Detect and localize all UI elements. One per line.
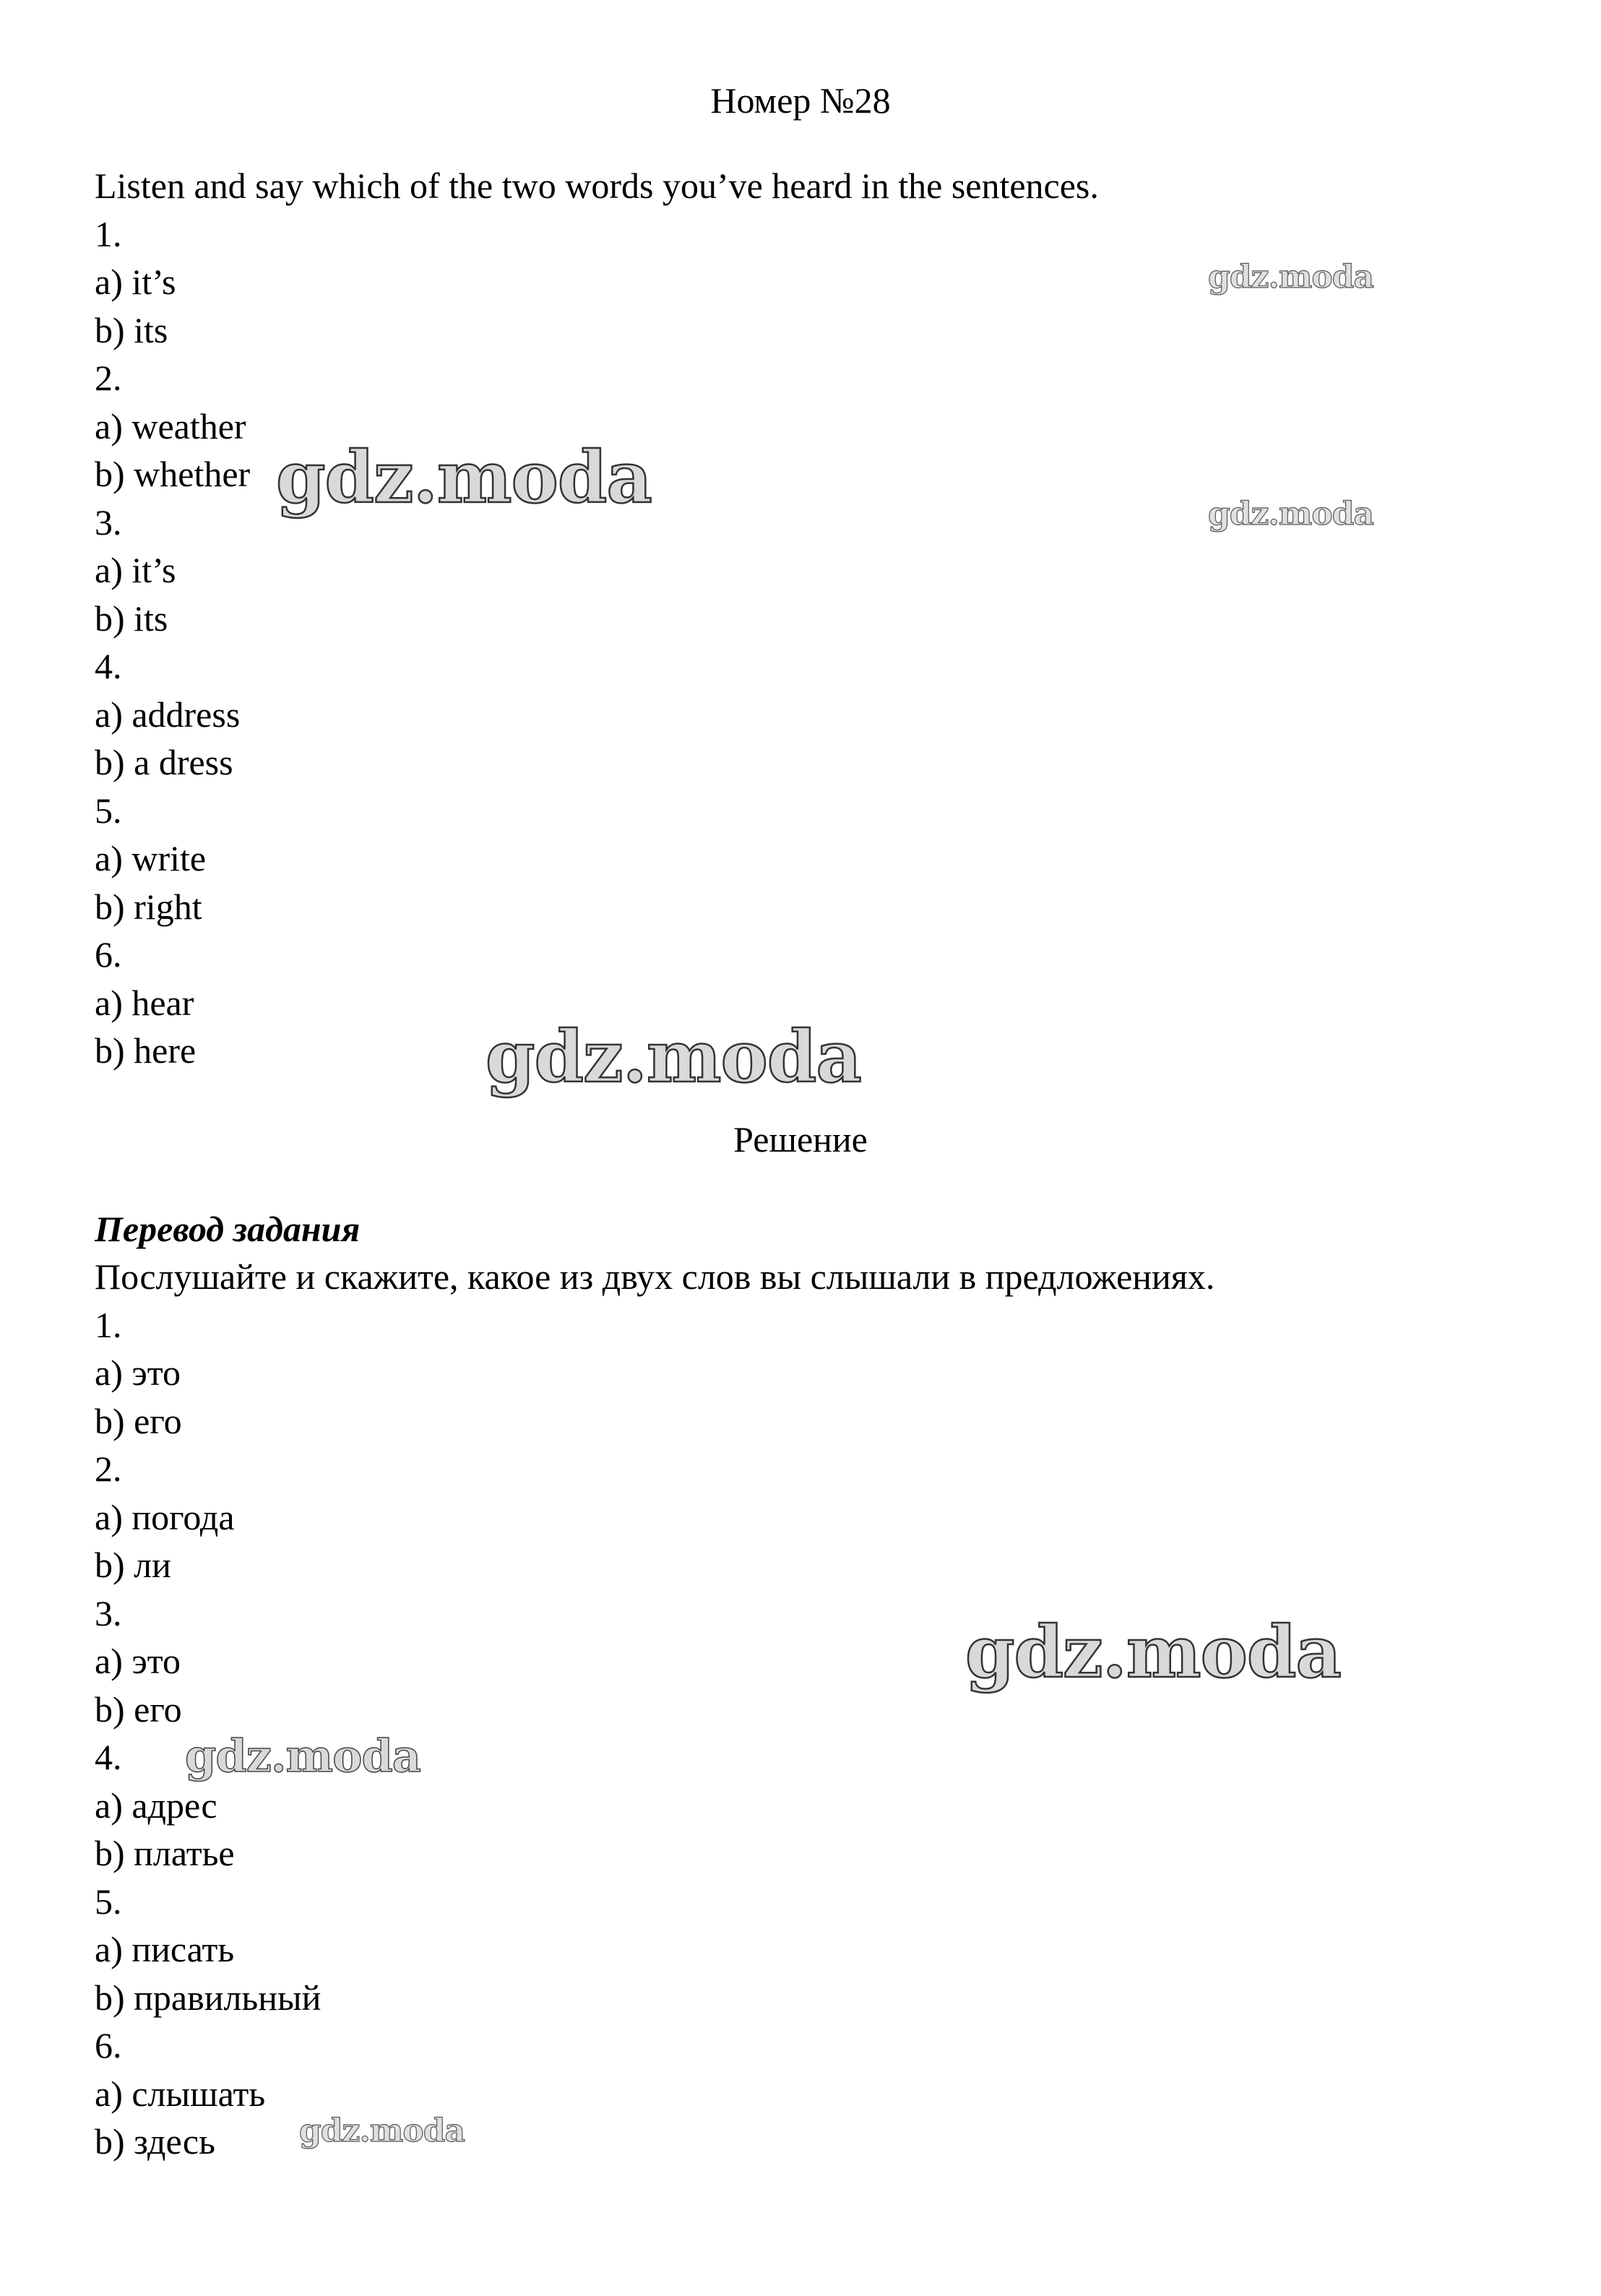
task-item-2-option-a: a) weather <box>95 406 246 446</box>
translation-item-5-number: 5. <box>95 1881 122 1922</box>
translation-item-5-option-b: b) правильный <box>95 1977 322 2018</box>
task-item-3-option-b: b) its <box>95 598 168 639</box>
translation-item-3-number: 3. <box>95 1593 122 1633</box>
translation-item-6-option-a: a) слышать <box>95 2073 266 2114</box>
watermark-logo: gdz.moda <box>1208 259 1374 295</box>
task-item-4-option-b: b) a dress <box>95 742 233 782</box>
watermark-logo: gdz.moda <box>185 1730 420 1782</box>
task-item-1-option-a: a) it’s <box>95 262 176 302</box>
task-item-1-number: 1. <box>95 214 122 254</box>
watermark-logo: gdz.moda <box>486 1016 861 1099</box>
translation-item-6-number: 6. <box>95 2025 122 2066</box>
translation-item-3-option-a: a) это <box>95 1641 181 1681</box>
page-title: Номер №28 <box>710 80 891 121</box>
translation-item-2-number: 2. <box>95 1449 122 1489</box>
task-item-4-number: 4. <box>95 646 122 686</box>
task-item-4-option-a: a) address <box>95 694 241 735</box>
translation-item-1-number: 1. <box>95 1305 122 1345</box>
solution-heading: Решение <box>733 1119 868 1160</box>
task-item-5-option-a: a) write <box>95 838 207 879</box>
translation-item-4-number: 4. <box>95 1737 122 1777</box>
translation-item-6-option-b: b) здесь <box>95 2121 215 2162</box>
task-item-6-option-b: b) here <box>95 1030 197 1071</box>
task-item-1-option-b: b) its <box>95 310 168 350</box>
translation-item-4-option-b: b) платье <box>95 1833 235 1873</box>
task-item-5-number: 5. <box>95 790 122 831</box>
task-item-3-number: 3. <box>95 502 122 543</box>
translation-item-2-option-a: a) погода <box>95 1497 235 1537</box>
task-item-2-option-b: b) whether <box>95 454 251 494</box>
translation-item-3-option-b: b) его <box>95 1689 182 1730</box>
task-item-6-option-a: a) hear <box>95 983 194 1023</box>
task-item-3-option-a: a) it’s <box>95 550 176 590</box>
watermark-logo: gdz.moda <box>276 436 652 519</box>
translation-item-4-option-a: a) адрес <box>95 1785 217 1826</box>
translation-instruction: Послушайте и скажите, какое из двух слов вы слышали в предложениях. <box>95 1256 1215 1297</box>
task-instruction: Listen and say which of the two words you’ve heard in the sentences. <box>95 165 1099 206</box>
task-item-5-option-b: b) right <box>95 886 202 927</box>
translation-item-1-option-b: b) его <box>95 1401 182 1441</box>
translation-item-5-option-a: a) писать <box>95 1929 235 1969</box>
translation-item-1-option-a: a) это <box>95 1352 181 1393</box>
watermark-logo: gdz.moda <box>1208 496 1374 532</box>
task-item-2-number: 2. <box>95 358 122 398</box>
watermark-logo: gdz.moda <box>965 1611 1341 1694</box>
translation-heading: Перевод задания <box>95 1209 361 1249</box>
watermark-logo: gdz.moda <box>299 2112 465 2149</box>
translation-item-2-option-b: b) ли <box>95 1545 171 1585</box>
task-item-6-number: 6. <box>95 934 122 975</box>
